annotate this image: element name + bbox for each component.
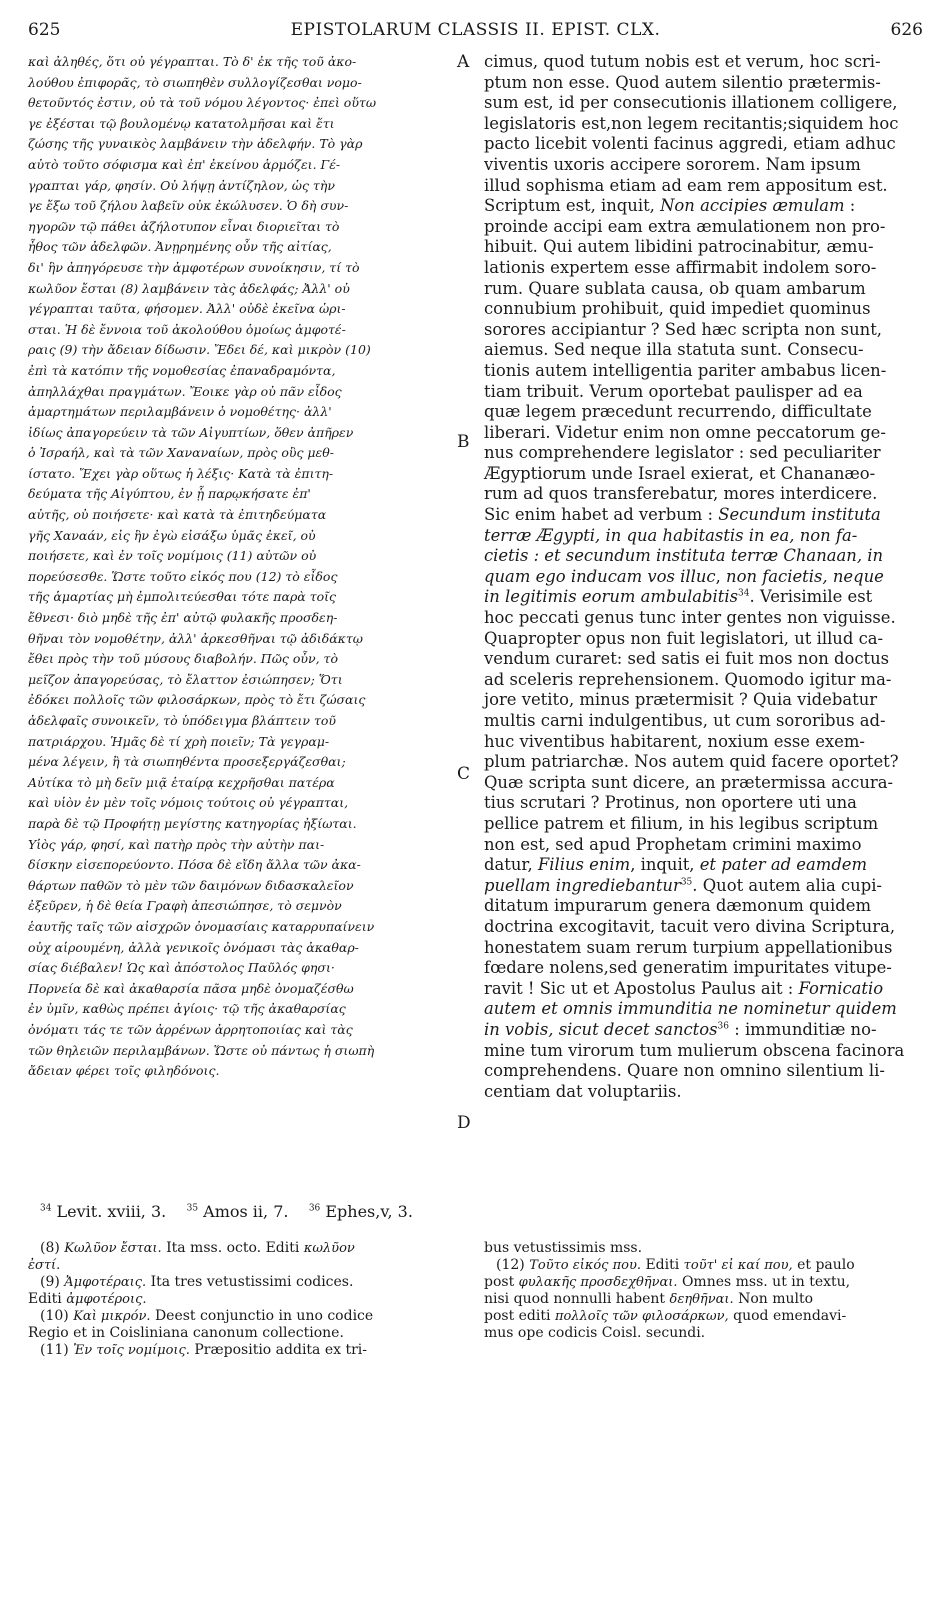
latin-line: honestatem suam rerum turpium appellationibus xyxy=(484,937,893,957)
latin-text-column xyxy=(484,52,924,1102)
latin-line: multis carni indulgentibus, ut cum sororibus ad- xyxy=(484,711,886,730)
note-text: et paulo xyxy=(792,1257,855,1273)
latin-quote: in vobis, sicut decet sanctos xyxy=(484,1019,718,1039)
greek-line: γε ἔξω τοῦ ζήλου λαβεῖν οὐκ ἐκώλυσεν. Ὁ δὴ συν- xyxy=(28,198,349,214)
latin-quote: Non accipies æmulam xyxy=(660,196,845,216)
latin-line: doctrina excogitavit, tacuit vero divina Scriptura, xyxy=(484,916,896,936)
note-line: mus ope codicis Coisl. secundi. xyxy=(484,1325,706,1341)
greek-line: ποιήσετε, καὶ ἐν τοῖς νομίμοις (11) αὐτῶν οὐ xyxy=(28,548,317,564)
page-number-right: 626 xyxy=(890,20,923,40)
note-greek: τοῦτ' εἰ καί που, xyxy=(683,1258,793,1273)
latin-line: centiam dat voluptariis. xyxy=(484,1081,682,1101)
editorial-notes-right xyxy=(484,1240,924,1342)
greek-line: θῆναι τὸν νομοθέτην, ἀλλ' ἀρκεσθῆναι τῷ ἀδιδάκτῳ xyxy=(28,630,363,646)
greek-line: ἦθος τῶν ἀδελφῶν. Ἀνῃρημένης οὖν τῆς αἰτίας, xyxy=(28,239,332,255)
note-number: (10) xyxy=(40,1308,74,1324)
page-number-left: 625 xyxy=(28,20,61,40)
latin-text: , inquit, xyxy=(630,855,700,875)
note-line xyxy=(484,1291,924,1308)
note-line: bus vetustissimis mss. xyxy=(484,1240,643,1256)
latin-line: hibuit. Qui autem libidini patrocinabitur, æmu- xyxy=(484,237,874,257)
note-greek: Κωλῦον ἔσται. xyxy=(64,1241,162,1256)
latin-line: hoc peccati genus tunc inter gentes non viguisse. xyxy=(484,608,896,628)
latin-quote: Fornicatio xyxy=(798,978,884,998)
note-number: (9) xyxy=(40,1274,65,1290)
latin-line: non est, sed apud Prophetam crimini maximo xyxy=(484,834,862,854)
latin-line: plum patriarchæ. Nos autem quid facere oportet? xyxy=(484,752,899,772)
latin-line: huc viventibus habitarent, noxium esse exem- xyxy=(484,731,865,751)
note-greek: κωλῦον xyxy=(303,1241,355,1256)
latin-line xyxy=(484,855,924,876)
latin-line: autem et omnis immunditia ne nominetur quidem xyxy=(484,999,897,1019)
greek-line: ἐδόκει πολλοῖς τῶν φιλοσάρκων, πρὸς τὸ ἔτι ζώσαις xyxy=(28,692,366,708)
greek-line: καὶ υἱὸν ἐν μὲν τοῖς νόμοις τούτοις οὐ γέγραπται, xyxy=(28,795,349,811)
greek-line: ἀδελφαῖς συνοικεῖν, τὸ ὑπόδειγμα βλάπτειν τοῦ xyxy=(28,713,337,728)
greek-line: γε ἐξέσται τῷ βουλομένῳ κατατολμῆσαι καὶ ἔτι xyxy=(28,115,335,131)
note-text: Non multo xyxy=(733,1291,814,1307)
greek-line: Πορνεία δὲ καὶ ἀκαθαρσία πᾶσα μηδὲ ὀνομαζέσθω xyxy=(28,980,354,996)
note-greek: Ἀμφοτέραις. xyxy=(64,1275,147,1290)
latin-line: pellice patrem et filium, in his legibus scriptum xyxy=(484,813,879,833)
greek-line: ἐξεῦρεν, ἡ δὲ θεία Γραφὴ ἀπεσιώπησε, τὸ σεμνὸν xyxy=(28,898,342,914)
greek-line: ἁμαρτημάτων περιλαμβάνειν ὁ νομοθέτης· ἀλλ' xyxy=(28,404,332,420)
note-greek: Ἐν τοῖς νομίμοις. xyxy=(73,1343,190,1358)
latin-line: ditatum impurarum genera dæmonum quidem xyxy=(484,896,872,916)
note-greek: πολλοῖς τῶν φιλοσάρκων, xyxy=(554,1309,729,1324)
note-line xyxy=(484,1308,924,1325)
greek-line: λούθου ἐπιφορᾶς, τὸ σιωπηθὲν συλλογίζεσθαι νομο- xyxy=(28,74,362,90)
latin-line: legislatoris est,non legem recitantis;siquidem hoc xyxy=(484,113,899,133)
latin-text: ravit ! Sic ut et Apostolus Paulus ait : xyxy=(484,978,799,998)
latin-line: quæ legem præcedunt recurrendo, difficultate xyxy=(484,402,872,422)
note-line xyxy=(484,1257,924,1274)
latin-line xyxy=(484,505,924,526)
greek-line: ὁ Ἰσραήλ, καὶ τὰ τῶν Χαναναίων, πρὸς οὓς μεθ- xyxy=(28,445,335,461)
page-header xyxy=(28,20,923,46)
greek-line: γέγραπται ταῦτα, φήσομεν. Ἀλλ' οὐδὲ ἐκεῖνα ὡρι- xyxy=(28,301,346,317)
footnote-ref: 35 xyxy=(680,877,693,888)
latin-line xyxy=(484,1020,924,1041)
greek-line: γραπται γάρ, φησίν. Οὐ λήψῃ ἀντίζηλον, ὡς τὴν xyxy=(28,177,335,193)
greek-line: θετοῦντός ἐστιν, οὐ τὰ τοῦ νόμου λέγοντος· ἐπεὶ οὕτω xyxy=(28,95,377,111)
note-line xyxy=(28,1240,458,1257)
greek-line: σίας διέβαλεν! Ὡς καὶ ἀπόστολος Παῦλός φησι· xyxy=(28,960,335,976)
greek-line: ἐπὶ τὰ κατόπιν τῆς νομοθεσίας ἐπαναδραμόντα, xyxy=(28,362,336,378)
note-greek: ἐστί. xyxy=(28,1258,61,1273)
latin-line: rum ad quos transferebatur, mores interdicere. xyxy=(484,484,878,504)
greek-line: μεῖζον ἀπαγορεύσας, τὸ ἔλαττον ἐσιώπησεν; Ὅτι xyxy=(28,671,343,687)
greek-line: δι' ἣν ἀπηγόρευσε τὴν ἀμφοτέρων συνοίκησιν, τί τὸ xyxy=(28,259,360,275)
greek-line: παρὰ δὲ τῷ Προφήτῃ μεγίστης κατηγορίας ἠξίωται. xyxy=(28,815,357,831)
note-greek: δεηθῆναι. xyxy=(669,1292,734,1307)
latin-line: cietis : et secundum instituta terræ Chanaan, in xyxy=(484,546,884,566)
greek-line: ίστατο. Ἔχει γὰρ οὕτως ἡ λέξις· Κατὰ τὰ ἐπιτη- xyxy=(28,465,334,481)
note-text: Ita tres vetustissimi codices. xyxy=(146,1274,354,1290)
note-line: Regio et in Coisliniana canonum collectione. xyxy=(28,1325,344,1341)
footnote-text: Ephes,v, 3. xyxy=(320,1202,413,1221)
latin-line: lationis expertem esse affirmabit indolem soro- xyxy=(484,257,877,277)
footnote-number: 35 xyxy=(186,1203,199,1214)
greek-line: αὐτὸ τοῦτο σόφισμα καὶ ἐπ' ἐκείνου ἁρμόζει. Γέ- xyxy=(28,156,341,172)
note-number: (11) xyxy=(40,1342,74,1358)
latin-line: connubium prohibuit, quid impediet quominus xyxy=(484,299,871,319)
latin-line: Ægyptiorum unde Israel exierat, et Chananæo- xyxy=(484,463,876,483)
greek-line: καὶ ἀληθές, ὅτι οὐ γέγραπται. Τὸ δ' ἐκ τῆς τοῦ ἀκο- xyxy=(28,54,357,69)
latin-quote: puellam ingrediebantur xyxy=(484,875,681,895)
latin-line: illud sophisma etiam ad eam rem appositum est. xyxy=(484,175,888,195)
note-text: Omnes mss. ut in textu, xyxy=(677,1274,851,1290)
latin-text: : xyxy=(844,196,856,216)
latin-line: ptum non esse. Quod autem silentio prætermis- xyxy=(484,72,881,92)
greek-line: δεύματα τῆς Αἰγύπτου, ἐν ᾗ παρῳκήσατε ἐπ' xyxy=(28,486,311,502)
greek-line: οὐχ αἱρουμένη, ἀλλὰ γενικοῖς ὀνόμασι τὰς ἀκαθαρ- xyxy=(28,939,359,955)
latin-line: ad sceleris reprehensionem. Quomodo igitur ma- xyxy=(484,669,892,689)
latin-line: tionis autem intelligentia pariter ambabus licen- xyxy=(484,360,887,380)
greek-line: ἔθει πρὸς τὴν τοῦ μύσους διαβολήν. Πῶς οὖν, τὸ xyxy=(28,651,338,667)
greek-line: θάρτων παθῶν τὸ μὲν τῶν δαιμόνων διδασκαλεῖον xyxy=(28,877,354,893)
note-greek: ἀμφοτέροις. xyxy=(66,1292,147,1307)
note-line xyxy=(484,1274,924,1291)
greek-line: ὀνόματι τάς τε τῶν ἀρρένων ἀρρητοποιίας καὶ τὰς xyxy=(28,1021,353,1037)
latin-line: viventis uxoris accipere sororem. Nam ipsum xyxy=(484,154,861,174)
footnote-text: Levit. xviii, 3. xyxy=(51,1202,167,1221)
greek-line: τῆς ἁμαρτίας μὴ ἐμπολιτεύεσθαι τότε παρὰ τοῖς xyxy=(28,589,337,605)
latin-line xyxy=(484,979,924,1000)
latin-quote: Secundum instituta xyxy=(718,505,881,525)
note-text: Deest conjunctio in uno codice xyxy=(150,1308,374,1324)
note-line xyxy=(28,1274,458,1291)
note-greek: Τοῦτο εἰκός που. xyxy=(529,1258,641,1273)
latin-line xyxy=(484,587,924,608)
greek-line: ἐν ὑμῖν, καθὼς πρέπει ἁγίοις· τῷ τῆς ἀκαθαρσίας xyxy=(28,1001,346,1017)
latin-line: sum est, id per consecutionis illationem colligere, xyxy=(484,93,898,113)
margin-marker-c: C xyxy=(457,764,471,784)
latin-text: : immunditiæ no- xyxy=(729,1019,877,1039)
latin-text: . Quot autem alia cupi- xyxy=(692,875,882,895)
latin-line: fœdare nolens,sed generatim impuritates vitupe- xyxy=(484,958,892,978)
latin-line: proinde accipi eam extra æmulationem non pro- xyxy=(484,216,886,236)
greek-line: αὐτῆς, οὐ ποιήσετε· καὶ κατὰ τὰ ἐπιτηδεύματα xyxy=(28,507,327,523)
note-greek: φυλακῆς προσδεχθῆναι. xyxy=(518,1275,678,1290)
greek-line: τῶν θηλειῶν περιλαμβάνων. Ὥστε οὐ πάντως ἡ σιωπὴ xyxy=(28,1042,375,1058)
latin-line: aiemus. Sed neque illa statuta sunt. Consecu- xyxy=(484,340,864,360)
latin-quote: et pater ad eamdem xyxy=(699,855,868,875)
latin-line: pacto licebit volenti facinus aggredi, etiam adhuc xyxy=(484,134,896,154)
running-title: EPISTOLARUM CLASSIS II. EPIST. CLX. xyxy=(290,20,661,40)
note-text: nisi quod nonnulli habent xyxy=(484,1291,670,1307)
note-text: Præpositio addita ex tri- xyxy=(189,1342,368,1358)
greek-text-column xyxy=(28,52,458,1082)
greek-line: δίσκην εἰσεπορεύοντο. Πόσα δὲ εἴδη ἄλλα τῶν ἀκα- xyxy=(28,857,361,873)
latin-line: comprehendens. Quare non omnino silentium li- xyxy=(484,1061,885,1081)
greek-line: μένα λέγειν, ἢ τὰ σιωπηθέντα προσεξεργάζεσθαι; xyxy=(28,754,346,770)
margin-marker-a: A xyxy=(457,52,470,72)
note-number: (8) xyxy=(40,1240,65,1256)
latin-line: nus comprehendere legislator : sed peculiariter xyxy=(484,443,881,463)
latin-line xyxy=(484,196,924,217)
latin-quote: Filius enim xyxy=(537,855,631,875)
latin-line: tius scrutari ? Protinus, non oportere uti una xyxy=(484,793,857,813)
footnote-number: 34 xyxy=(40,1203,52,1214)
greek-line: ἑαυτῆς ταῖς τῶν αἰσχρῶν ὀνομασίαις καταρρυπαίνειν xyxy=(28,918,375,934)
latin-text: Sic enim habet ad verbum : xyxy=(484,505,719,525)
note-line xyxy=(28,1342,458,1359)
latin-quote: non facietis, neque xyxy=(726,566,884,586)
editorial-notes-left xyxy=(28,1240,458,1359)
latin-line: sorores accipiantur ? Sed hæc scripta non sunt, xyxy=(484,319,882,339)
greek-line: γῆς Χαναάν, εἰς ἣν ἐγὼ εἰσάξω ὑμᾶς ἐκεῖ, οὐ xyxy=(28,527,316,543)
latin-line: rum. Quare sublata causa, ob quam ambarum xyxy=(484,278,866,298)
latin-line: jore vetito, minus prætermisit ? Quia videbatur xyxy=(484,690,878,710)
note-number: (12) xyxy=(496,1257,530,1273)
margin-marker-b: B xyxy=(457,432,470,452)
latin-text: Scriptum est, inquit, xyxy=(484,196,661,216)
greek-line: πατριάρχου. Ἡμᾶς δὲ τί χρὴ ποιεῖν; Τὰ γεγραμ- xyxy=(28,733,330,749)
greek-line: κωλῦον ἔσται (8) λαμβάνειν τὰς ἀδελφάς; Ἀλλ' οὐ xyxy=(28,280,350,296)
greek-line: Υἱὸς γάρ, φησί, καὶ πατὴρ πρὸς τὴν αὐτὴν παι- xyxy=(28,836,325,852)
latin-text: , xyxy=(715,566,727,586)
note-line xyxy=(28,1257,458,1274)
greek-line: ζώσης τῆς γυναικὸς λαμβάνειν τὴν ἀδελφήν. Τὸ γὰρ xyxy=(28,136,363,152)
greek-line: πορεύσεσθε. Ὥστε τοῦτο εἰκός που (12) τὸ εἶδος xyxy=(28,568,338,584)
latin-line: vendum curaret: sed satis ei fuit mos non doctus xyxy=(484,649,890,669)
note-text: post xyxy=(484,1274,519,1290)
note-text: post editi xyxy=(484,1308,555,1324)
greek-line: ἄδειαν φέρει τοῖς φιληδόνοις. xyxy=(28,1063,220,1079)
greek-line: σται. Ἡ δὲ ἔννοια τοῦ ἀκολούθου ὁμοίως ἀμφοτέ- xyxy=(28,321,346,337)
latin-line xyxy=(484,567,924,588)
greek-line: ἔθνεσι· διὸ μηδὲ τῆς ἐπ' αὐτῷ φυλακῆς προσδεη- xyxy=(28,610,338,626)
latin-line: Quæ scripta sunt dicere, an prætermissa accura- xyxy=(484,772,894,792)
latin-line: liberari. Videtur enim non omne peccatorum ge- xyxy=(484,422,886,442)
latin-line: Quapropter opus non fuit legislatori, ut illud ca- xyxy=(484,628,884,648)
greek-line: ραις (9) τὴν ἄδειαν δίδωσιν. Ἔδει δέ, καὶ μικρὸν (10) xyxy=(28,342,371,358)
latin-line: terræ Ægypti, in qua habitastis in ea, non fa- xyxy=(484,525,858,545)
greek-line: ἀπηλλάχθαι πραγμάτων. Ἔοικε γὰρ οὐ πᾶν εἶδος xyxy=(28,383,342,399)
latin-line: mine tum virorum tum mulierum obscena facinora xyxy=(484,1040,905,1060)
footnote-ref: 36 xyxy=(717,1021,729,1032)
note-text: Ita mss. octo. Editi xyxy=(161,1240,304,1256)
scripture-footnotes xyxy=(40,1202,413,1221)
latin-line: cimus, quod tutum nobis est et verum, hoc scri- xyxy=(484,52,881,71)
latin-line: tiam tribuit. Verum oportebat paulisper ad ea xyxy=(484,381,863,401)
note-text: quod emendavi- xyxy=(728,1308,847,1324)
footnote-ref: 34 xyxy=(737,588,750,599)
footnote-text: Amos ii, 7. xyxy=(198,1202,289,1221)
note-text: Editi xyxy=(641,1257,684,1273)
greek-line: Αὐτίκα τὸ μὴ δεῖν μιᾷ ἑταίρᾳ κεχρῆσθαι πατέρα xyxy=(28,774,335,790)
latin-line xyxy=(484,876,924,897)
margin-marker-d: D xyxy=(457,1113,471,1133)
latin-text: . Verisimile est xyxy=(749,587,873,607)
latin-text: datur, xyxy=(484,855,538,875)
note-line xyxy=(28,1308,458,1325)
greek-line: ηγορῶν τῷ πάθει ἀζήλοτυπον εἶναι διοριεῖται τὸ xyxy=(28,218,340,234)
note-greek: Καὶ μικρόν. xyxy=(73,1309,151,1324)
note-text: Editi xyxy=(28,1291,67,1307)
latin-quote: quam ego inducam vos illuc xyxy=(484,566,716,586)
footnote-number: 36 xyxy=(308,1203,321,1214)
note-line xyxy=(28,1291,458,1308)
greek-line: ἰδίως ἀπαγορεύειν τὰ τῶν Αἰγυπτίων, ὅθεν ἀπῆρεν xyxy=(28,424,354,440)
latin-quote: in legitimis eorum ambulabitis xyxy=(484,587,738,607)
